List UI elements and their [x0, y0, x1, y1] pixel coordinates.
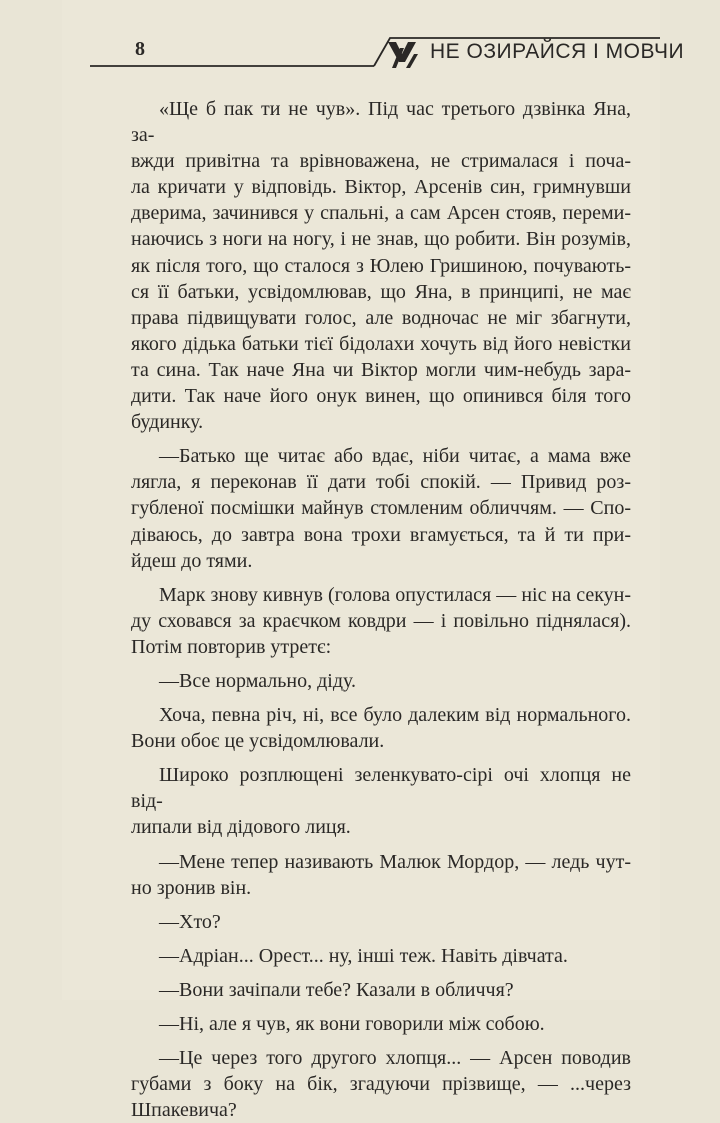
- running-header: [90, 28, 685, 76]
- paragraph: [131, 668, 631, 694]
- text-line: Потім повторив утретє:: [131, 635, 332, 658]
- paragraph: [131, 1045, 631, 1123]
- text-line: —Мене тепер називають Малюк Мордор, — ледь чут-: [159, 850, 631, 873]
- text-line: та сина. Так наче Яна чи Віктор могли чим-небудь зара-: [131, 358, 631, 381]
- text-line: Марк знову кивнув (голова опустилася — ніс на секун-: [159, 583, 631, 606]
- paragraph: [131, 96, 631, 435]
- publisher-logo-icon: [388, 42, 418, 68]
- text-line: —Все нормально, діду.: [159, 669, 357, 692]
- text-line: Шпакевича?: [131, 1099, 237, 1122]
- text-line: —Вони зачіпали тебе? Казали в обличчя?: [159, 978, 514, 1001]
- paragraph: [131, 909, 631, 935]
- text-line: —Хто?: [159, 910, 221, 933]
- text-line: права підвищувати голос, але водночас не міг збагнути,: [131, 306, 631, 329]
- paragraph: [131, 849, 631, 901]
- paragraph: [131, 762, 631, 840]
- text-line: лягла, я переконав її дати тобі спокій. — Привид роз-: [131, 471, 631, 494]
- text-line: будинку.: [131, 411, 204, 434]
- text-line: ся її батьки, усвідомлював, що Яна, в принципі, не має: [131, 280, 631, 303]
- page-number: 8: [135, 38, 145, 60]
- text-line: липали від дідового лиця.: [131, 816, 351, 839]
- text-line: —Це через того другого хлопця... — Арсен поводив: [159, 1047, 631, 1070]
- paragraph: [131, 702, 631, 754]
- text-line: но зронив він.: [131, 876, 252, 899]
- text-line: дверима, зачинився у спальні, а сам Арсен стояв, переми-: [131, 202, 631, 225]
- paragraph: [131, 1011, 631, 1037]
- text-line: дити. Так наче його онук винен, що опинився біля того: [131, 385, 631, 408]
- text-line: Хоча, певна річ, ні, все було далеким від нормального.: [159, 704, 631, 727]
- text-line: як після того, що сталося з Юлею Гришиною, почувають-: [131, 254, 631, 277]
- text-line: вжди привітна та врівноважена, не стрималася і поча-: [131, 150, 631, 173]
- paragraph: [131, 443, 631, 573]
- text-line: «Ще б пак ти не чув». Під час третього дзвінка Яна, за-: [131, 98, 631, 147]
- text-line: —Ні, але я чув, як вони говорили між собою.: [159, 1013, 545, 1035]
- paragraph: [131, 582, 631, 660]
- text-line: —Батько ще читає або вдає, ніби читає, а мама вже: [159, 445, 631, 468]
- text-line: ду сховався за краєчком ковдри — і повільно піднялася).: [131, 609, 631, 632]
- text-line: якого дідька батьки тієї бідолахи хочуть від його невістки: [131, 332, 631, 355]
- book-title: НЕ ОЗИРАЙСЯ І МОВЧИ: [430, 40, 685, 63]
- text-line: наючись з ноги на ногу, і не знав, що робити. Він розумів,: [131, 228, 631, 251]
- text-line: губами з боку на бік, згадуючи прізвище, — ...через: [131, 1073, 631, 1096]
- text-line: Вони обоє це усвідомлювали.: [131, 730, 385, 753]
- text-line: —Адріан... Орест... ну, інші теж. Навіть дівчата.: [159, 944, 568, 967]
- paragraph: [131, 943, 631, 969]
- text-line: діваюсь, до завтра вона трохи вгамується, та й ти при-: [131, 523, 631, 546]
- text-line: ла кричати у відповідь. Віктор, Арсенів син, гримнувши: [131, 176, 631, 199]
- text-line: Широко розплющені зеленкувато-сірі очі хлопця не від-: [131, 764, 631, 813]
- paragraph: [131, 977, 631, 1003]
- text-line: йдеш до тями.: [131, 549, 253, 572]
- body-text: [131, 96, 631, 1123]
- text-line: губленої посмішки майнув стомленим обличчям. — Спо-: [131, 497, 631, 520]
